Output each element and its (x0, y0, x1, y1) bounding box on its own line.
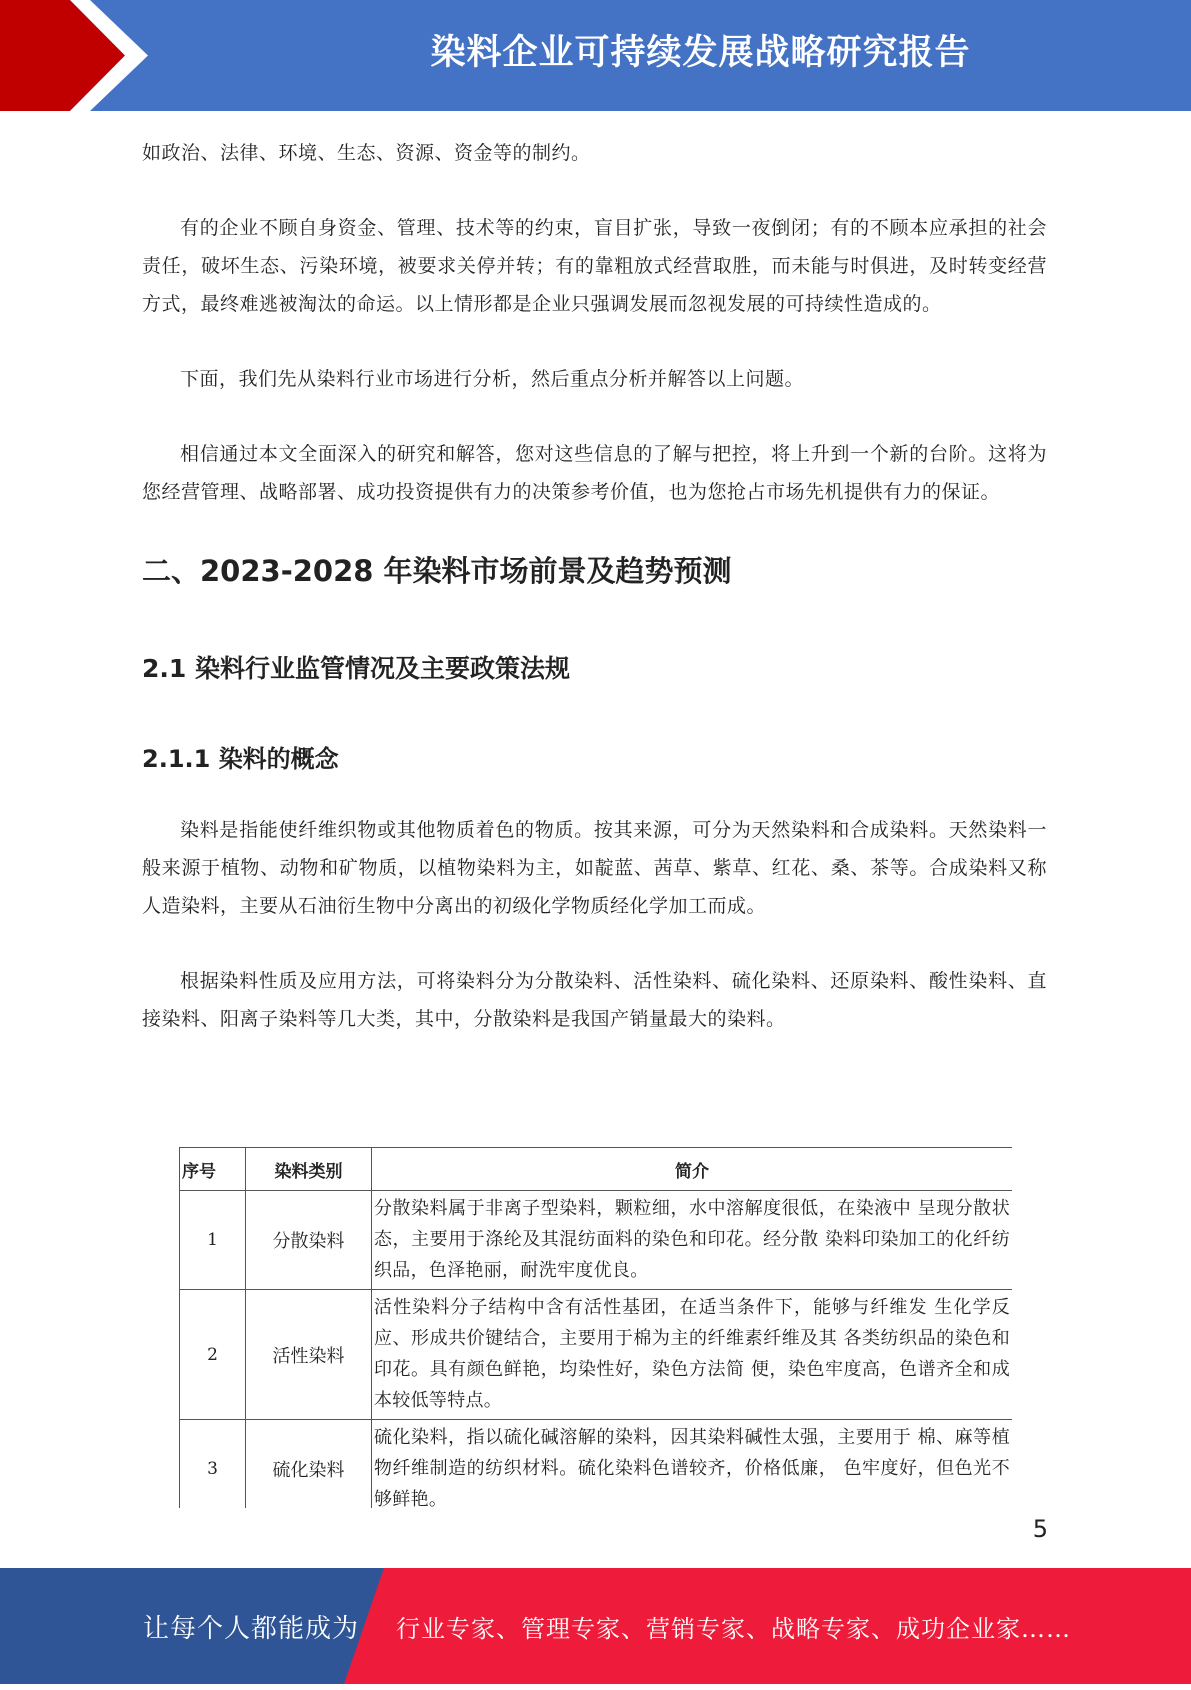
paragraph-dye-classification: 根据染料性质及应用方法，可将染料分为分散染料、活性染料、硫化染料、还原染料、酸性染料、直接染料、阳离子染料等几大类，其中，分散染料是我国产销量最大的染料。 (142, 970, 1047, 1030)
row-description: 硫化染料，指以硫化碱溶解的染料，因其染料碱性太强，主要用于 棉、麻等植物纤维制造的纺织材料。硫化染料色谱较齐，价格低廉， 色牢度好，但色光不够鲜艳。 (372, 1420, 1013, 1509)
section-heading-market-forecast: 二、2023-2028 年染料市场前景及趋势预测 (142, 554, 732, 588)
subsubsection-heading-dye-concept: 2.1.1 染料的概念 (142, 745, 339, 773)
column-header-description: 简介 (372, 1148, 1013, 1191)
paragraph-dye-definition: 染料是指能使纤维织物或其他物质着色的物质。按其来源，可分为天然染料和合成染料。天然染料一般来源于植物、动物和矿物质，以植物染料为主，如靛蓝、茜草、紫草、红花、桑、茶等。合成染料又称人造染料，主要从石油衍生物中分离出的初级化学物质经化学加工而成。 (142, 819, 1047, 917)
row-dye-type: 活性染料 (246, 1290, 372, 1420)
row-dye-type: 硫化染料 (246, 1420, 372, 1509)
footer-slogan-roles: 行业专家、管理专家、营销专家、战略专家、成功企业家…… (396, 1615, 1071, 1643)
report-title: 染料企业可持续发展战略研究报告 (430, 33, 971, 73)
table-header-row (180, 1148, 1013, 1191)
column-header-number: 序号 (180, 1148, 246, 1191)
header-arrow-decoration (0, 0, 160, 111)
table-row (180, 1191, 1013, 1290)
subsection-heading-regulation: 2.1 染料行业监管情况及主要政策法规 (142, 654, 570, 683)
paragraph-analysis-intro: 下面，我们先从染料行业市场进行分析，然后重点分析并解答以上问题。 (180, 368, 805, 390)
dye-types-table-container (179, 1147, 1012, 1508)
row-number: 2 (180, 1290, 246, 1420)
row-description: 分散染料属于非离子型染料，颗粒细，水中溶解度很低，在染液中 呈现分散状态，主要用于涤纶及其混纺面料的染色和印花。经分散 染料印染加工的化纤纺织品，色泽艳丽，耐洗牢度优良。 (372, 1191, 1013, 1290)
row-number: 1 (180, 1191, 246, 1290)
column-header-dye-type: 染料类别 (246, 1148, 372, 1191)
paragraph-value-statement: 相信通过本文全面深入的研究和解答，您对这些信息的了解与把控，将上升到一个新的台阶。这将为您经营管理、战略部署、成功投资提供有力的决策参考价值，也为您抢占市场先机提供有力的保证。 (142, 443, 1047, 503)
row-description: 活性染料分子结构中含有活性基团，在适当条件下，能够与纤维发 生化学反应、形成共价键结合，主要用于棉为主的纤维素纤维及其 各类纺织品的染色和印花。具有颜色鲜艳，均染性好，染色方法简 便，染色牢度高，色谱齐全和成本较低等特点。 (372, 1290, 1013, 1420)
table-row (180, 1420, 1013, 1509)
table-row (180, 1290, 1013, 1420)
row-number: 3 (180, 1420, 246, 1509)
page-footer (0, 1568, 1191, 1684)
row-dye-type: 分散染料 (246, 1191, 372, 1290)
page-content (142, 134, 1047, 1075)
page-header (0, 0, 1191, 111)
dye-types-table (179, 1147, 1012, 1508)
page-number: 5 (1032, 1515, 1048, 1543)
footer-slogan-lead: 让每个人都能成为 (143, 1614, 360, 1644)
paragraph-enterprise-failures: 有的企业不顾自身资金、管理、技术等的约束，盲目扩张，导致一夜倒闭；有的不顾本应承担的社会责任，破坏生态、污染环境，被要求关停并转；有的靠粗放式经营取胜，而未能与时俱进，及时转变经营方式，最终难逃被淘汰的命运。以上情形都是企业只强调发展而忽视发展的可持续性造成的。 (142, 217, 1047, 315)
paragraph-constraints: 如政治、法律、环境、生态、资源、资金等的制约。 (142, 142, 591, 164)
